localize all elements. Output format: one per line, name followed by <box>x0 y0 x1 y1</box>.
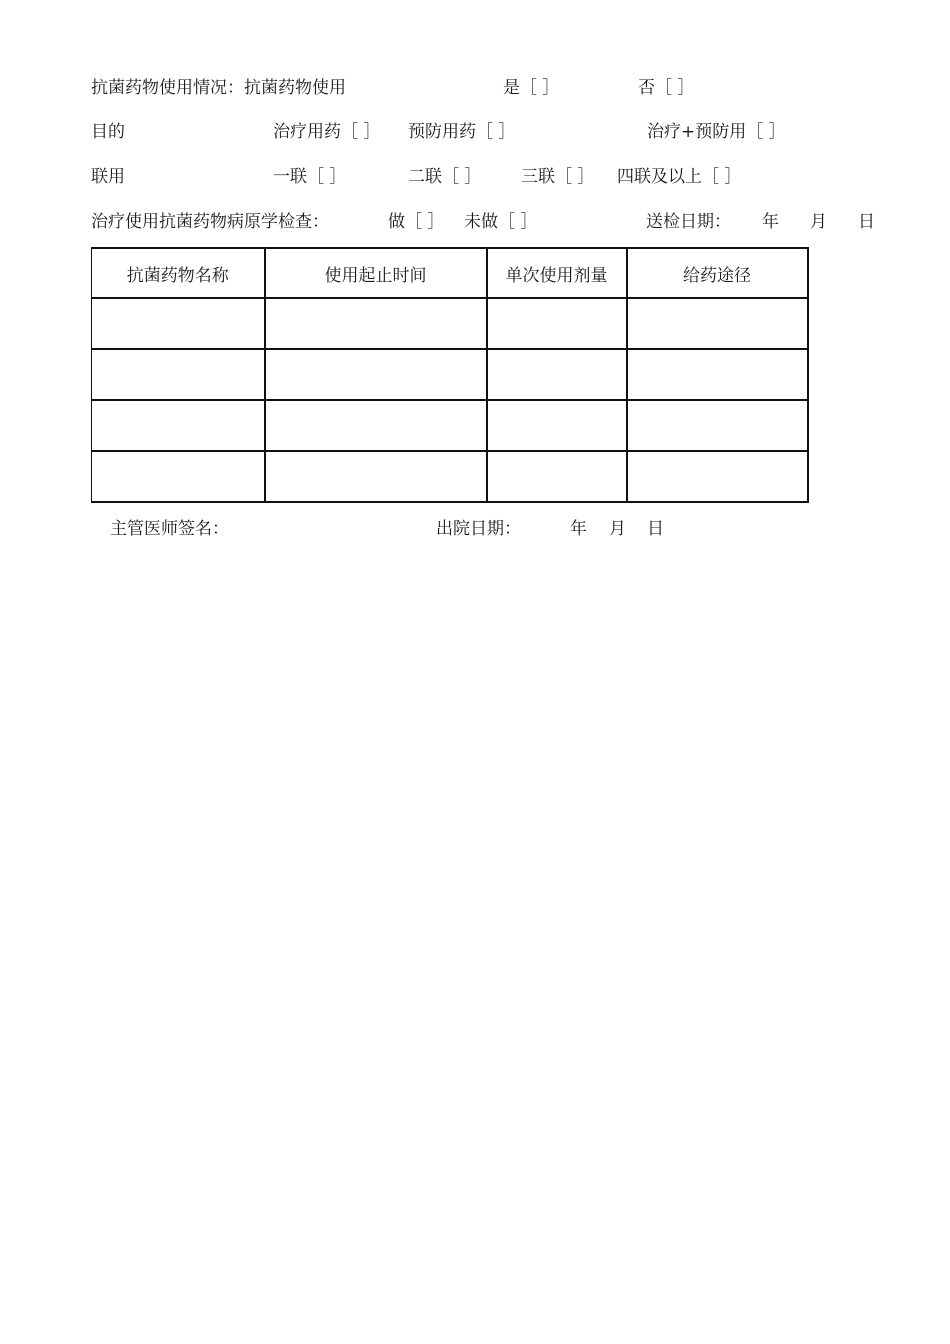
cell-usage-period[interactable] <box>265 349 487 400</box>
cell-usage-period[interactable] <box>265 298 487 349</box>
submission-year-field[interactable]: 年 <box>762 212 779 232</box>
cell-route[interactable] <box>627 298 808 349</box>
header-route: 给药途径 <box>627 248 808 298</box>
usage-yes-checkbox[interactable]: 是［ ］ <box>503 78 560 98</box>
discharge-day-field[interactable]: 日 <box>647 519 664 539</box>
cell-drug-name[interactable] <box>92 451 265 502</box>
exam-done-checkbox[interactable]: 做［ ］ <box>388 212 445 232</box>
cell-drug-name[interactable] <box>92 349 265 400</box>
header-usage-period: 使用起止时间 <box>265 248 487 298</box>
table-row <box>92 349 808 400</box>
purpose-both-checkbox[interactable]: 治疗+预防用［ ］ <box>647 122 786 142</box>
cell-single-dose[interactable] <box>487 400 627 451</box>
submission-month-field[interactable]: 月 <box>810 212 827 232</box>
combination-one-checkbox[interactable]: 一联［ ］ <box>273 167 347 187</box>
cell-route[interactable] <box>627 349 808 400</box>
header-drug-name: 抗菌药物名称 <box>92 248 265 298</box>
pathogen-exam-label: 治疗使用抗菌药物病原学检查： <box>91 212 329 232</box>
cell-route[interactable] <box>627 400 808 451</box>
cell-drug-name[interactable] <box>92 400 265 451</box>
discharge-month-field[interactable]: 月 <box>609 519 626 539</box>
antibiotic-table <box>91 247 809 503</box>
header-single-dose: 单次使用剂量 <box>487 248 627 298</box>
purpose-prevention-checkbox[interactable]: 预防用药［ ］ <box>408 122 516 142</box>
cell-usage-period[interactable] <box>265 451 487 502</box>
exam-not-done-checkbox[interactable]: 未做［ ］ <box>464 212 538 232</box>
combination-four-plus-checkbox[interactable]: 四联及以上［ ］ <box>617 167 742 187</box>
doctor-signature-label: 主管医师签名： <box>110 519 229 539</box>
purpose-treatment-checkbox[interactable]: 治疗用药［ ］ <box>273 122 381 142</box>
table-row <box>92 451 808 502</box>
cell-usage-period[interactable] <box>265 400 487 451</box>
cell-single-dose[interactable] <box>487 298 627 349</box>
cell-drug-name[interactable] <box>92 298 265 349</box>
combination-two-checkbox[interactable]: 二联［ ］ <box>408 167 482 187</box>
cell-route[interactable] <box>627 451 808 502</box>
submission-date-label: 送检日期： <box>646 212 731 232</box>
combination-label: 联用 <box>91 167 125 187</box>
discharge-date-label: 出院日期： <box>436 519 521 539</box>
purpose-label: 目的 <box>91 122 125 142</box>
table-row <box>92 400 808 451</box>
submission-day-field[interactable]: 日 <box>858 212 875 232</box>
cell-single-dose[interactable] <box>487 451 627 502</box>
antibiotic-usage-label: 抗菌药物使用情况：抗菌药物使用 <box>91 78 346 98</box>
cell-single-dose[interactable] <box>487 349 627 400</box>
table-header-row <box>92 248 808 298</box>
discharge-year-field[interactable]: 年 <box>570 519 587 539</box>
combination-three-checkbox[interactable]: 三联［ ］ <box>521 167 595 187</box>
usage-no-checkbox[interactable]: 否［ ］ <box>638 78 695 98</box>
table-row <box>92 298 808 349</box>
